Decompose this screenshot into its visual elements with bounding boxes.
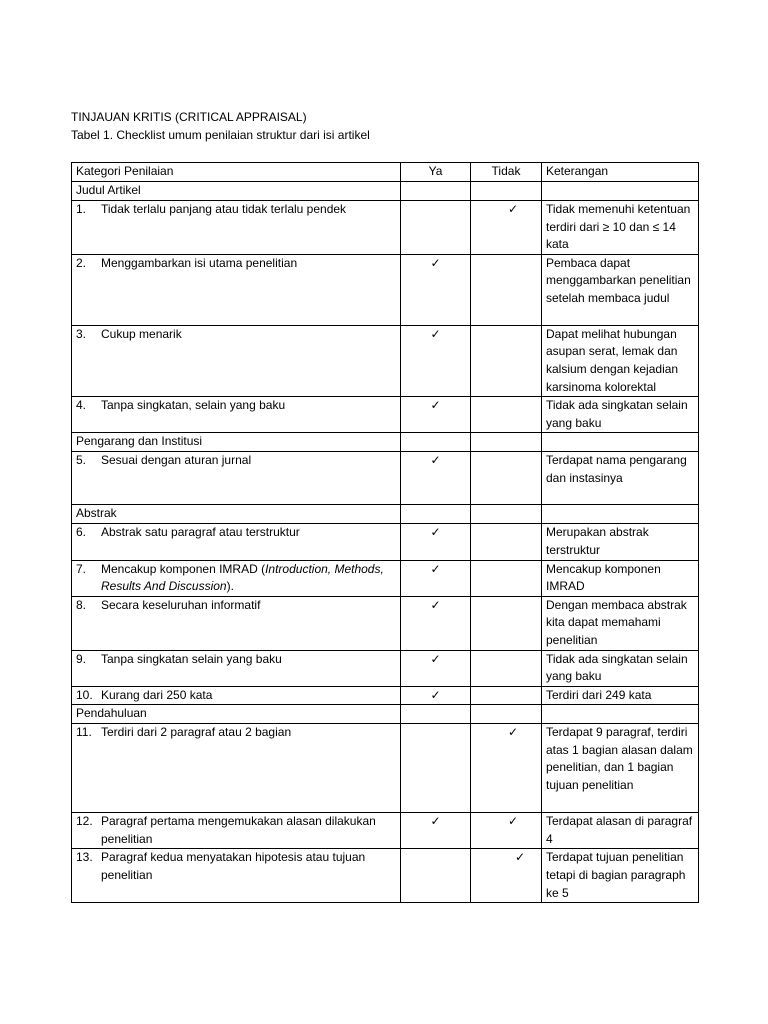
ya-check-icon: ✓ xyxy=(430,525,441,540)
keterangan-text: Terdapat 9 paragraf, terdiri atas 1 bagian alasan dalam penelitian, dan 1 bagian tujuan penelitian xyxy=(542,724,699,813)
section-row-pendahuluan xyxy=(72,705,699,724)
table-row xyxy=(72,524,699,560)
keterangan-text: Merupakan abstrak terstruktur xyxy=(542,524,699,560)
section-title: Pendahuluan xyxy=(72,705,401,724)
table-header-row xyxy=(72,163,699,182)
item-number: 5. xyxy=(76,453,87,468)
header-keterangan: Keterangan xyxy=(542,163,699,182)
criteria-text: Abstrak satu paragraf atau terstruktur xyxy=(101,525,300,540)
criteria-text: Kurang dari 250 kata xyxy=(101,687,213,702)
section-title: Pengarang dan Institusi xyxy=(72,433,401,452)
ya-check-icon: ✓ xyxy=(430,651,441,666)
appraisal-checklist-table xyxy=(71,162,699,903)
ya-check-icon: ✓ xyxy=(430,255,441,270)
tidak-check-icon: ✓ xyxy=(507,725,519,740)
header-criteria: Kategori Penilaian xyxy=(72,163,401,182)
ya-check-icon: ✓ xyxy=(430,597,441,612)
document-title: TINJAUAN KRITIS (CRITICAL APPRAISAL) xyxy=(71,110,307,124)
item-number: 10. xyxy=(76,687,93,702)
ya-check-icon: ✓ xyxy=(430,687,441,702)
keterangan-text: Tidak ada singkatan selain yang baku xyxy=(542,397,699,433)
table-row xyxy=(72,686,699,705)
item-number: 7. xyxy=(76,561,87,576)
table-row xyxy=(72,560,699,596)
section-row-abstrak xyxy=(72,505,699,524)
section-title: Judul Artikel xyxy=(72,182,401,201)
item-number: 3. xyxy=(76,326,87,341)
item-number: 2. xyxy=(76,255,87,270)
keterangan-text: Terdapat tujuan penelitian tetapi di bagian paragraph ke 5 xyxy=(542,849,699,903)
criteria-text: Paragraf pertama mengemukakan alasan dilakukan penelitian xyxy=(101,814,376,846)
table-row xyxy=(72,452,699,505)
table-row xyxy=(72,201,699,255)
keterangan-text: Dapat melihat hubungan asupan serat, lemak dan kalsium dengan kejadian karsinoma kolorektal xyxy=(542,325,699,396)
keterangan-text: Dengan membaca abstrak kita dapat memahami penelitian xyxy=(542,596,699,650)
keterangan-text: Mencakup komponen IMRAD xyxy=(542,560,699,596)
table-row xyxy=(72,849,699,903)
keterangan-text: Terdapat alasan di paragraf 4 xyxy=(542,813,699,849)
item-number: 4. xyxy=(76,398,87,413)
tidak-check-icon: ✓ xyxy=(507,814,519,829)
criteria-text: Tidak terlalu panjang atau tidak terlalu pendek xyxy=(101,202,347,216)
tidak-check-icon: ✓ xyxy=(514,850,526,865)
criteria-text: Cukup menarik xyxy=(101,326,182,341)
criteria-text: Tanpa singkatan selain yang baku xyxy=(101,651,282,666)
table-row xyxy=(72,397,699,433)
table-row xyxy=(72,254,699,325)
keterangan-text: Terdapat nama pengarang dan instasinya xyxy=(542,452,699,505)
tidak-check-icon: ✓ xyxy=(507,202,519,216)
header-ya: Ya xyxy=(401,163,471,182)
ya-check-icon: ✓ xyxy=(430,814,441,829)
criteria-text: Sesuai dengan aturan jurnal xyxy=(101,453,252,468)
item-number: 13. xyxy=(76,850,93,865)
header-tidak: Tidak xyxy=(471,163,542,182)
section-row-judul xyxy=(72,182,699,201)
keterangan-text: Tidak ada singkatan selain yang baku xyxy=(542,650,699,686)
criteria-text: Paragraf kedua menyatakan hipotesis atau tujuan penelitian xyxy=(101,850,366,883)
section-row-pengarang xyxy=(72,433,699,452)
item-number: 11. xyxy=(76,725,92,740)
criteria-text: Menggambarkan isi utama penelitian xyxy=(101,255,298,270)
criteria-text: Tanpa singkatan, selain yang baku xyxy=(101,398,286,413)
table-caption: Tabel 1. Checklist umum penilaian struktur dari isi artikel xyxy=(71,128,370,142)
section-title: Abstrak xyxy=(72,505,401,524)
keterangan-text: Tidak memenuhi ketentuan terdiri dari ≥ 10 dan ≤ 14 kata xyxy=(542,201,699,255)
table-row xyxy=(72,813,699,849)
table-row xyxy=(72,650,699,686)
ya-check-icon: ✓ xyxy=(430,453,441,468)
ya-check-icon: ✓ xyxy=(430,561,441,576)
item-number: 9. xyxy=(76,651,87,666)
item-number: 1. xyxy=(76,202,87,216)
table-row xyxy=(72,596,699,650)
criteria-text: Terdiri dari 2 paragraf atau 2 bagian xyxy=(101,725,292,740)
table-row xyxy=(72,724,699,813)
table-row xyxy=(72,325,699,396)
ya-check-icon: ✓ xyxy=(430,326,441,341)
keterangan-text: Pembaca dapat menggambarkan penelitian setelah membaca judul xyxy=(542,254,699,325)
ya-check-icon: ✓ xyxy=(430,398,441,413)
item-number: 8. xyxy=(76,597,87,612)
item-number: 12. xyxy=(76,814,93,829)
item-number: 6. xyxy=(76,525,87,540)
criteria-text: Mencakup komponen IMRAD (Introduction, Methods, Results And Discussion). xyxy=(101,561,384,594)
criteria-text: Secara keseluruhan informatif xyxy=(101,597,261,612)
keterangan-text: Terdiri dari 249 kata xyxy=(542,686,699,705)
